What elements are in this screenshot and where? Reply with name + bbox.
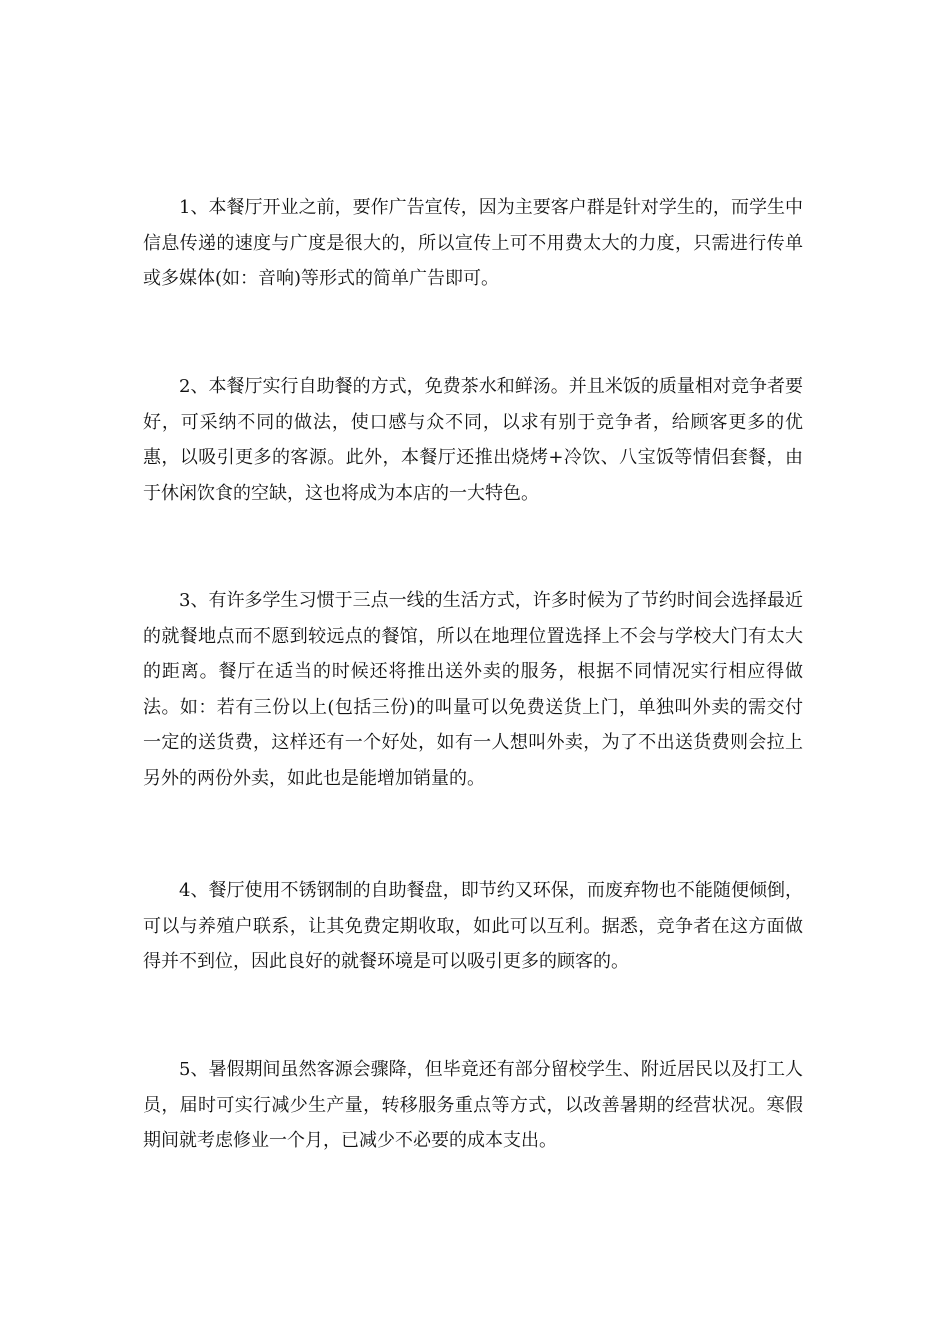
paragraph-2: 2、本餐厅实行自助餐的方式，免费茶水和鲜汤。并且米饭的质量相对竞争者要好，可采纳不同的做法，使口感与众不同，以求有别于竞争者，给顾客更多的优惠，以吸引更多的客源。此外，本餐厅还推出烧烤+冷饮、八宝饭等情侣套餐，由于休闲饮食的空缺，这也将成为本店的一大特色。 bbox=[143, 376, 803, 504]
paragraph-5: 5、暑假期间虽然客源会骤降，但毕竟还有部分留校学生、附近居民以及打工人员，届时可实行减少生产量，转移服务重点等方式，以改善暑期的经营状况。寒假期间就考虑修业一个月，已减少不必要的成本支出。 bbox=[143, 1059, 803, 1152]
paragraph-1: 1、本餐厅开业之前，要作广告宣传，因为主要客户群是针对学生的，而学生中信息传递的速度与广度是很大的，所以宣传上可不用费太大的力度，只需进行传单或多媒体(如：音响)等形式的简单广告即可。 bbox=[143, 197, 803, 290]
paragraph-3: 3、有许多学生习惯于三点一线的生活方式，许多时候为了节约时间会选择最近的就餐地点而不愿到较远点的餐馆，所以在地理位置选择上不会与学校大门有太大的距离。餐厅在适当的时候还将推出送外卖的服务，根据不同情况实行相应得做法。如：若有三份以上(包括三份)的叫量可以免费送货上门，单独叫外卖的需交付一定的送货费，这样还有一个好处，如有一人想叫外卖，为了不出送货费则会拉上另外的两份外卖，如此也是能增加销量的。 bbox=[143, 590, 803, 789]
paragraph-4: 4、餐厅使用不锈钢制的自助餐盘，即节约又环保，而废弃物也不能随便倾倒，可以与养殖户联系，让其免费定期收取，如此可以互利。据悉，竞争者在这方面做得并不到位，因此良好的就餐环境是可以吸引更多的顾客的。 bbox=[143, 880, 803, 973]
